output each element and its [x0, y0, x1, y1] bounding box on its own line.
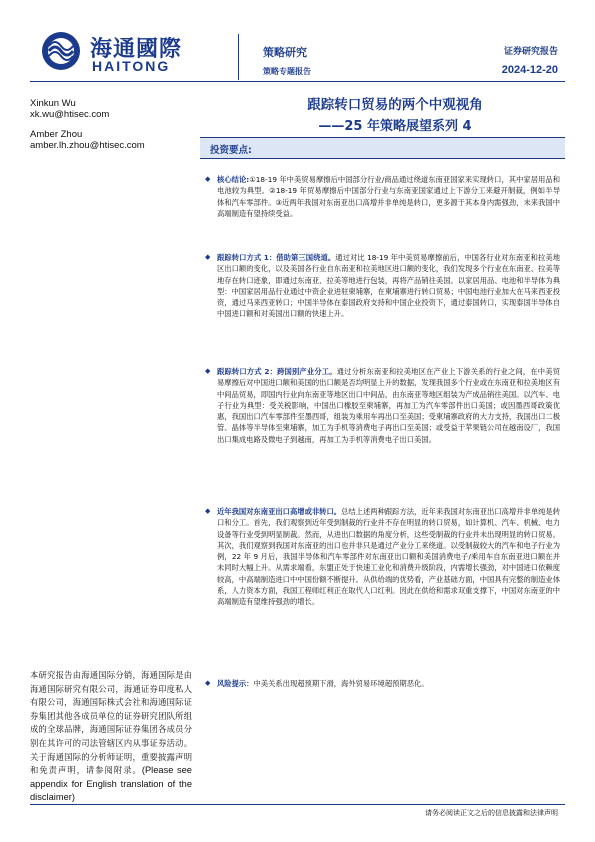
- bullet-icon: ◆: [205, 507, 211, 515]
- bullet-lead: 跟踪转口方式 2：跨国别产业分工。: [217, 367, 337, 376]
- logo-chinese-text: 海通國際: [90, 36, 183, 62]
- report-category: 策略研究: [263, 46, 307, 59]
- author-2-name: Amber Zhou: [30, 129, 83, 140]
- bullet-export-growth: [203, 506, 560, 608]
- footer-notice: 请务必阅读正文之后的信息披露和法律声明: [425, 809, 558, 817]
- bullet-lead: 近年我国对东南亚出口高增或非转口。: [217, 507, 342, 516]
- report-title: 跟踪转口贸易的两个中观视角: [307, 97, 483, 113]
- disclaimer-block: [30, 669, 192, 805]
- report-date: 2024-12-20: [501, 64, 558, 76]
- disclaimer-en: (Please see appendix for English translation of the disclaimer): [30, 765, 192, 803]
- author-1-email[interactable]: xk.wu@htisec.com: [30, 109, 110, 120]
- bullet-icon: ◆: [205, 679, 211, 687]
- bullet-icon: ◆: [205, 367, 211, 375]
- bullet-lead: 风险提示：: [217, 679, 254, 688]
- bullet-lead: 核心结论:: [217, 175, 250, 184]
- header-divider: [30, 81, 565, 82]
- key-points-label: 投资要点:: [210, 145, 252, 156]
- haitong-logo-icon: [40, 30, 82, 72]
- bullet-icon: ◆: [205, 253, 211, 261]
- bullet-transit-method-2: [203, 366, 560, 445]
- report-subtitle: ——25 年策略展望系列 4: [318, 119, 472, 134]
- bullet-risk-warning: [203, 678, 560, 689]
- footer-divider: [30, 804, 565, 805]
- disclaimer-cn: 本研究报告由海通国际分销，海通国际是由海通国际研究有限公司，海通证券印度私人有限公司，海通国际株式会社和海通国际证券集团其他各成员单位的证券研究团队所组成的全球品牌，海通国际证券集团各成员分别在其许可的司法管辖区内从事证券活动。关于海通国际的分析师证明，重要披露声明和免责声明，请参阅附录。: [30, 670, 192, 776]
- bullet-transit-method-1: [203, 252, 560, 320]
- report-type: 证券研究报告: [503, 47, 558, 57]
- bullet-text: 中美关系出现超预期下滑，海外贸易环境超预期恶化。: [253, 679, 429, 688]
- bullet-icon: ◆: [205, 175, 211, 183]
- bullet-text: 总结上述两种跟踪方法，近年来我国对东南亚出口高增并非单纯是转口和分工。首先，我们观察到近年受到制裁的行业并不存在明显的转口贸易，如计算机、汽车、机械、电力设备等行业受到明显制裁。然而，从进出口数据的角度分析，这些受制裁的行业并未出现明显的转口贸易。其次，我们观察到我国对东南亚的出口也并非只是通过产业分工来绕道。以受制裁较大的汽车和电子行业为例，22 年 9 月后，我国半导体和汽车零部件对东南亚出口额和美国消费电子/乘用车自东南亚进口额在并未同时大幅上升。从需求端看，东盟正处于快速工业化和消费升级阶段，内需增长强劲，对中国进口依赖度较高，中高端制造进口中中国份额不断提升。从供给端的优势看，产业基础方面，中国具有完整的制造业体系，人力资本方面，我国工程师红利正在取代人口红利。因此在供给和需求双重支撑下，中国对东南亚的中高端制造有望维持强劲的增长。: [217, 507, 561, 607]
- key-points-bar: [200, 137, 565, 159]
- header-divider-vertical: [238, 34, 239, 80]
- bullet-text: ①18-19 年中美贸易摩擦后中国部分行业/商品通过绕道东南亚国家来实现转口，其中家居用品和电池较为典型。②18-19 年贸易摩擦后中国部分行业与东南亚国家通过上下游分工来避开制裁，例如半导体和汽车零部件。③近两年我国对东南亚出口高增并非单纯是转口，更多源于其本身内需强劲，未来我国中高端制造有望持续受益。: [217, 175, 560, 218]
- logo-english-text: HAITONG: [92, 58, 171, 74]
- bullet-core-conclusion: [203, 174, 560, 219]
- author-2-email[interactable]: amber.lh.zhou@htisec.com: [30, 140, 145, 151]
- author-1-name: Xinkun Wu: [30, 98, 76, 109]
- bullet-text: 通过分析东南亚和拉美地区在产业上下游关系的行业之间，在中美贸易摩擦后对中国进口额和美国的出口额是否均明显上升的数据，发现我国多个行业或在东南亚和拉美地区有中间品贸易，即国内行业向东南亚等地区出口中间品，由东南亚等地区组装为产成品销往美国。以汽车、电子行业为典型：受关税影响，中国出口橡胶至柬埔寨，再加工为汽车零部件出口美国；或因墨西哥政策优惠，我国出口汽车零部件至墨西哥，组装为乘用车再出口至美国；受柬埔寨政府的大力支持，我国出口二极管、晶体等半导体至柬埔寨，加工为手机等消费电子再出口至美国；或受益于苹果链公司在越南设厂，我国出口集成电路及微电子到越南，再加工为手机等消费电子出口美国。: [217, 367, 560, 444]
- report-subcategory: 策略专题报告: [263, 67, 311, 76]
- bullet-lead: 跟踪转口方式 1：借助第三国绕道。: [217, 253, 336, 262]
- bullet-text: 通过对比 18-19 年中美贸易摩擦前后，中国各行业对东南亚和拉美地区出口额的变化，以及美国各行业自东南亚和拉美地区进口额的变化，我们发现多个行业在东南亚、拉美等地存在转口迹象，即通过东南亚、拉美等地进行包装，再将产品销往美国。以家居用品、电池和半导体为典型：中国家居用品行业通过中资企业进驻柬埔寨，在柬埔寨进行转口贸易；中国电池行业加大在马来西亚投资，通过马来西亚转口；中国半导体在泰国政府支持和中国企业投资下，通过泰国转口，实现泰国半导体自中国进口额和对美国出口额的快速上升。: [217, 253, 560, 319]
